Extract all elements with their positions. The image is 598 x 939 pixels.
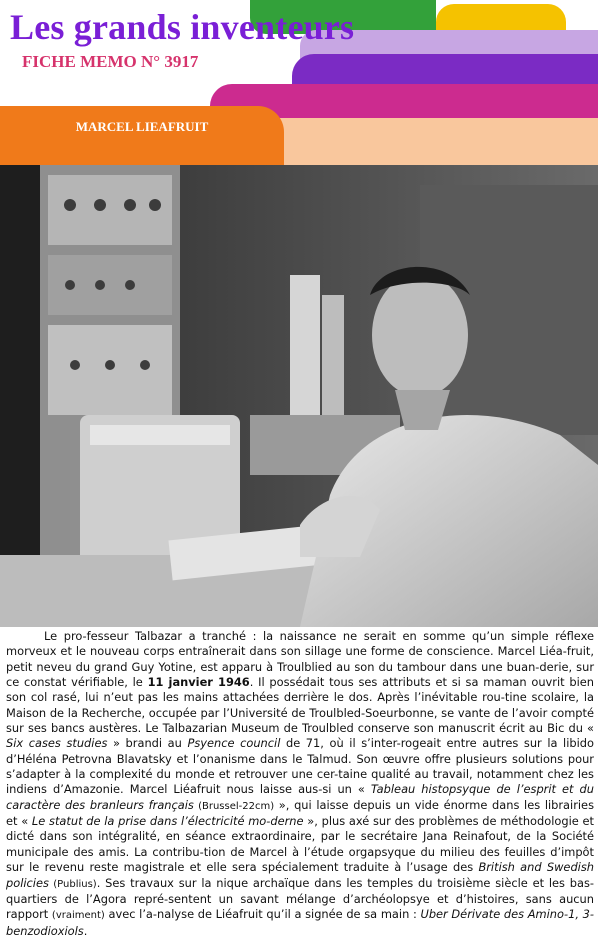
biography-text xyxy=(6,629,594,939)
work-title: Uber Dérivate des Amino-1, 3-benzodioxiols xyxy=(6,907,595,938)
text-segment: », qui laisse depuis un vide énorme dans les librairies et « xyxy=(6,797,594,829)
band-orange xyxy=(0,106,284,165)
work-title: Tableau histopsyque de l’esprit et du caractère des branleurs français xyxy=(6,782,594,812)
birth-date: 11 janvier 1946 xyxy=(147,675,250,690)
reference-note: (Brussel-22cm) xyxy=(193,800,275,812)
author-name: MARCEL LIEAFRUIT xyxy=(75,119,209,134)
text-segment: . Ses travaux sur la nique archaïque dans les temples du troisième siècle et les bas-quartiers de l’Agora repré-sentent un savant mélange d’archéolopsye et d’histoires, sans aucun rapport xyxy=(6,875,594,922)
header-banner xyxy=(0,0,598,165)
work-title: Psyence council xyxy=(187,736,281,751)
text-segment: Le pro-fesseur Talbazar a tranché : la naissance ne serait en somme qu’un simple réflexe morveux et le nouveau corps entraînerait dans son sillage une forme de conscience. Marcel Liéa-fruit, petit neveu du grand Guy Yotine, est apparu à Troulblied au son du tambour dans une buan-derie, sur ce constat vérifiable, le xyxy=(6,629,594,690)
text-segment: de 71, où il s’inter-rogeait entre autres sur la libido d’Héléna Petrovna Blavatsky et l’onanisme dans le Talmud. Son œuvre offre plusieurs solutions pour s’adapter à la complexité du monde et retrouver une cer-taine qualité au travail, notamment chez les indiens d’Amazonie. Marcel Liéafruit nous laisse aus-si un « xyxy=(6,736,594,797)
inventor-photo xyxy=(0,165,598,627)
work-title: Six cases studies xyxy=(6,736,108,751)
text-segment: . xyxy=(83,923,88,938)
text-segment: . Il possédait tous ses attributs et si sa maman ouvrit bien son col rasé, lui n’eut pas les mains attachées derrière le dos. Après l’inévitable rou-tine scolaire, la Maison de la Recherche, occupée par l’Université de Troulbled-Soeurbonne, se vante de l’avoir compté sur ses bancs austères. Le Talbazarian Museum de Troulbled conserve son manuscrit écrit au Bic du « xyxy=(6,675,595,736)
page-title: Les grands inventeurs xyxy=(10,7,355,47)
text-segment: » brandi au xyxy=(107,736,188,751)
reference-note: (Publius) xyxy=(48,878,97,890)
work-title: British and Swedish policies xyxy=(6,860,594,890)
text-segment: », plus axé sur des problèmes de méthodologie et dicté dans son intégralité, en séance extraordinaire, par le secrétaire Jana Reinafout, de la Société municipale des amis. La contribu-tion de Marcel à l’étude orgapsyque du milieu des feuilles d’impôt sur le revenu reste magistrale et elle sera spécialement traduite à l’usage des xyxy=(6,814,594,875)
text-segment: avec l’a-nalyse de Liéafruit qu’il a signée de sa main : xyxy=(104,907,421,922)
work-title: Le statut de la prise dans l’électricité mo-derne xyxy=(31,814,304,829)
memo-number: FICHE MEMO N° 3917 xyxy=(22,52,199,71)
reference-note: (vraiment) xyxy=(51,910,105,922)
